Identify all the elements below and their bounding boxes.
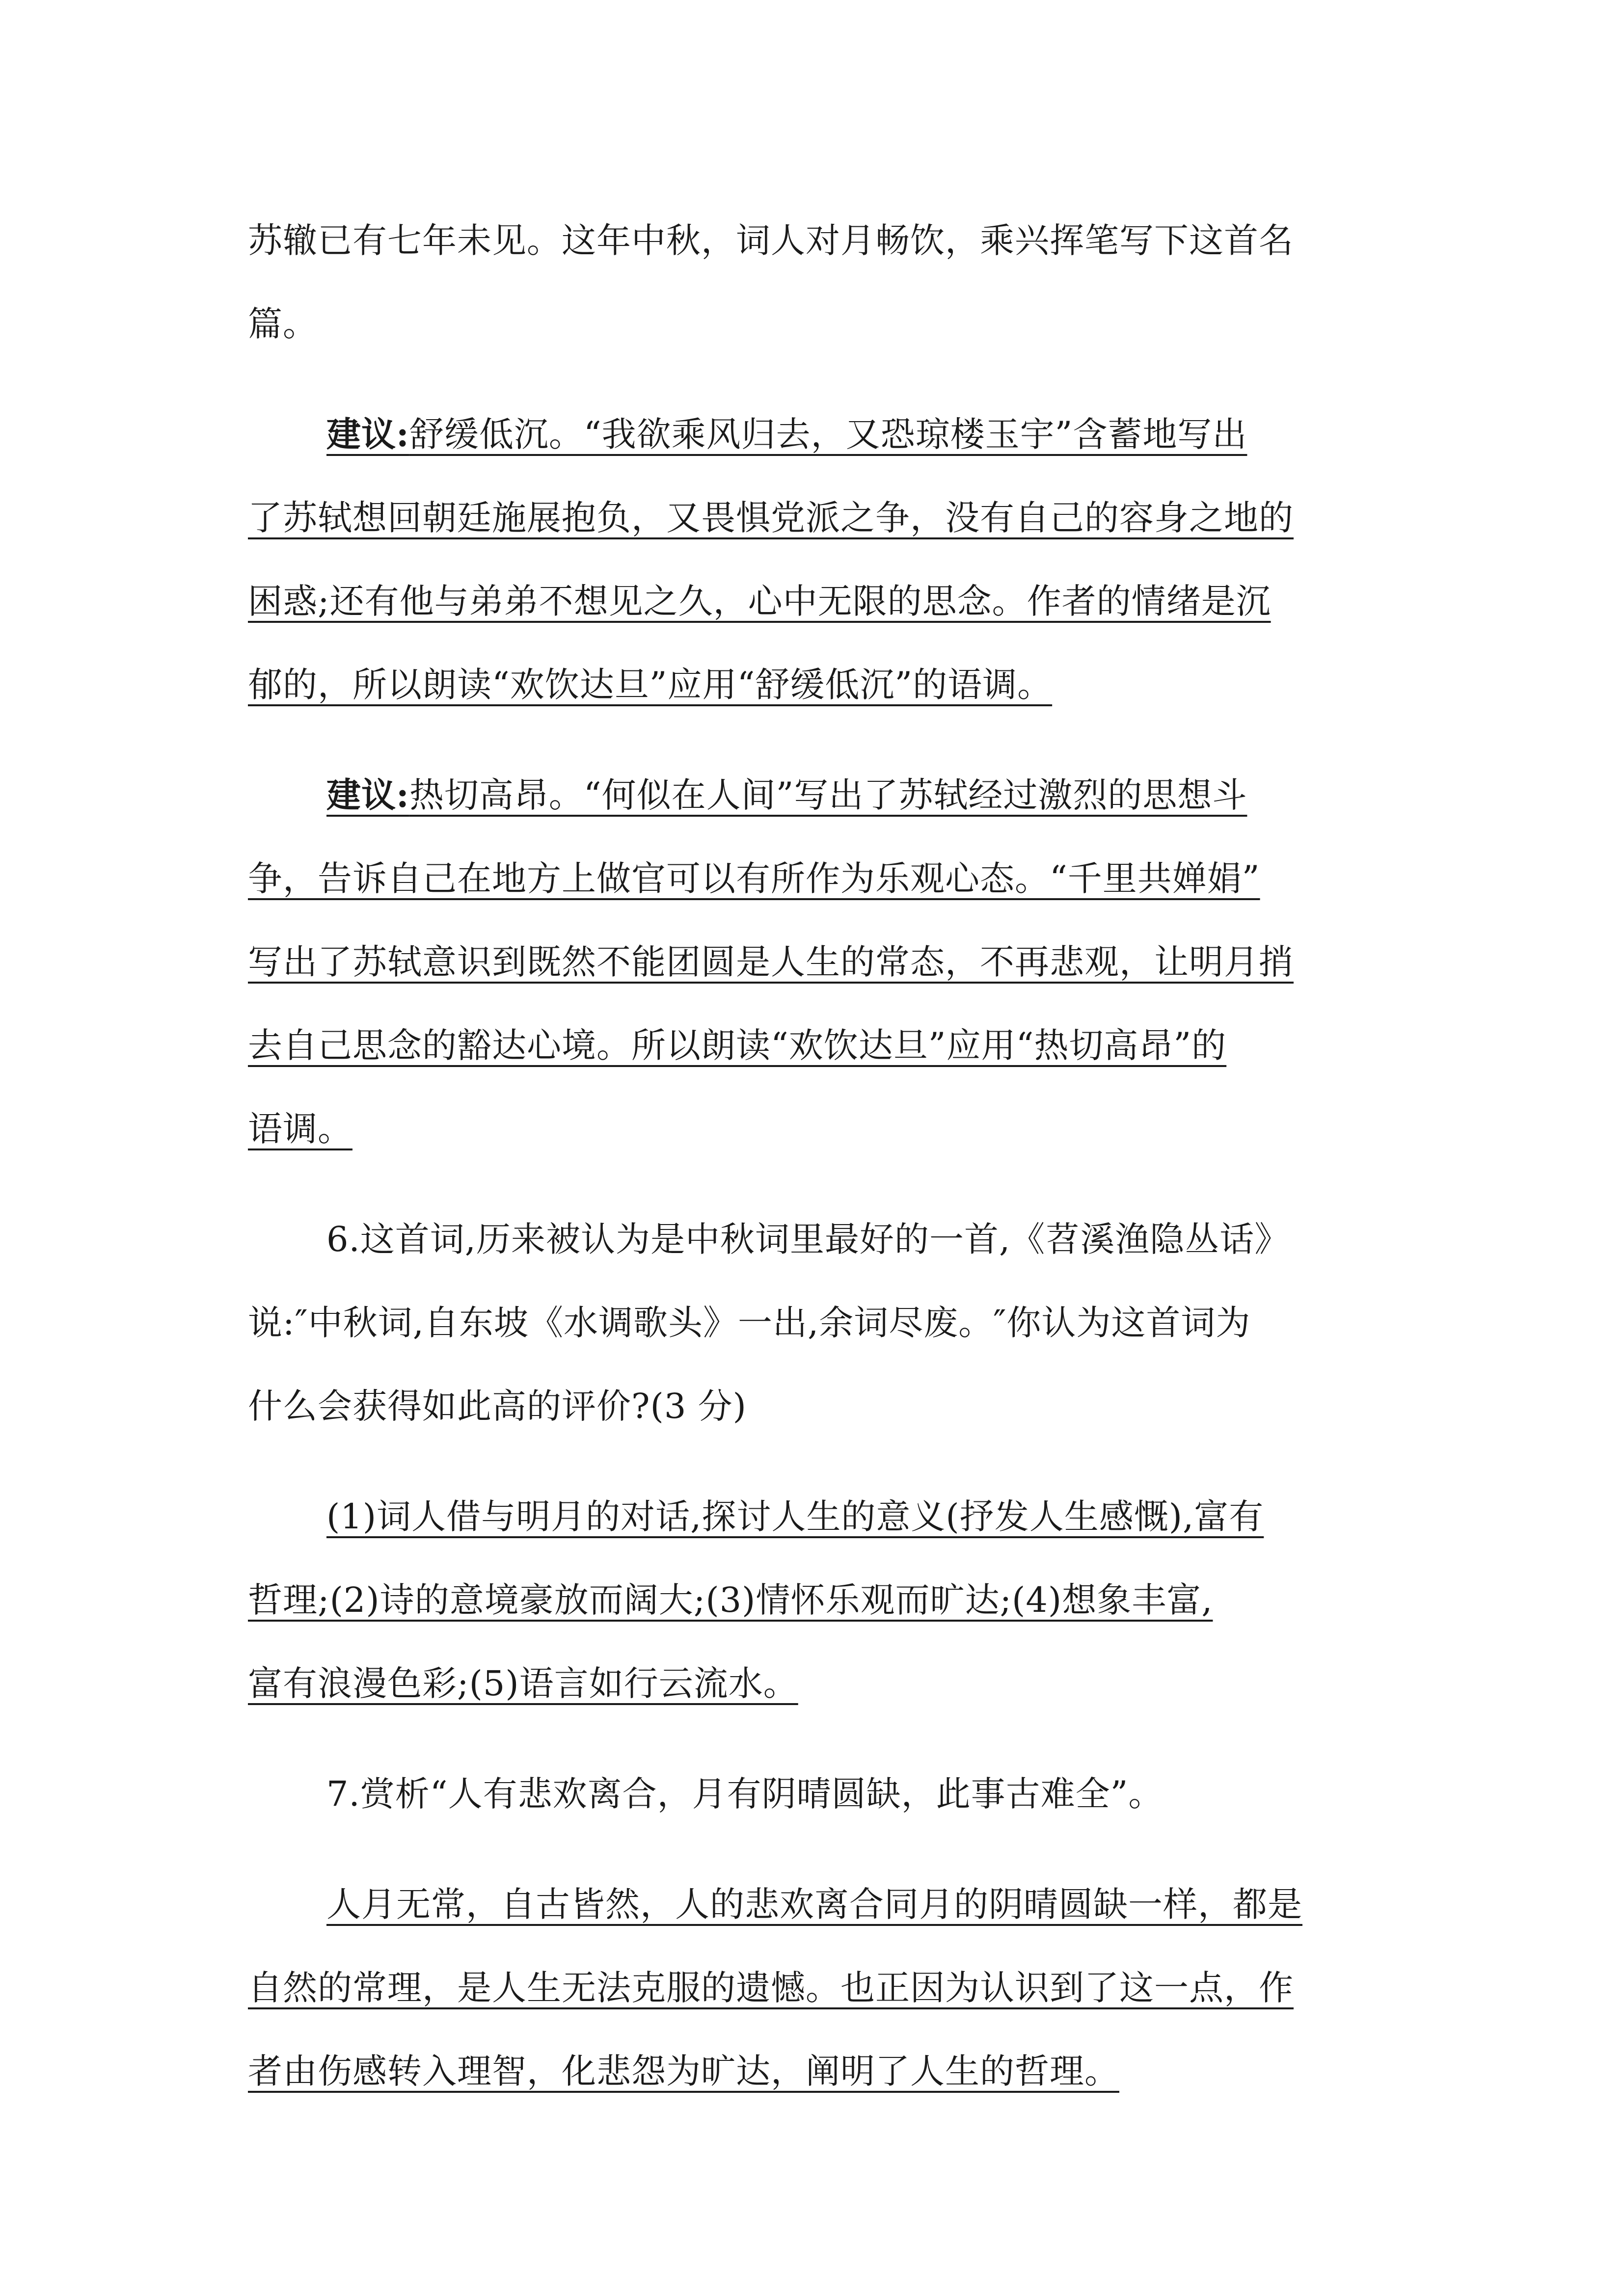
suggestion-line: 了苏轼想回朝廷施展抱负，又畏惧党派之争，没有自己的容身之地的: [248, 498, 1294, 538]
suggestion-text: 热切高昂。“何似在人间”写出了苏轼经过激烈的思想斗: [409, 775, 1247, 815]
suggestion-line: [326, 773, 1247, 817]
answer-line: (1)词人借与明月的对话,探讨人生的意义(抒发人生感慨),富有: [326, 1496, 1264, 1537]
question-line: 7.赏析“人有悲欢离合，月有阴晴圆缺，此事古难全”。: [326, 1774, 1164, 1814]
answer-line: 富有浪漫色彩;(5)语言如行云流水。: [248, 1663, 798, 1704]
suggestion-line: 语调。: [248, 1109, 352, 1149]
text-line: 篇。: [248, 304, 318, 344]
question-line: 6.这首词,历来被认为是中秋词里最好的一首,《苕溪渔隐丛话》: [326, 1219, 1290, 1259]
suggestion-label: 建议:: [326, 774, 409, 815]
suggestion-line: [326, 412, 1247, 456]
question-line: 什么会获得如此高的评价?(3 分): [248, 1386, 747, 1426]
text-line: 苏辙已有七年未见。这年中秋，词人对月畅饮，乘兴挥笔写下这首名: [248, 220, 1294, 261]
suggestion-line: 郁的，所以朗读“欢饮达旦”应用“舒缓低沉”的语调。: [248, 665, 1053, 705]
answer-line: 者由伤感转入理智，化悲怨为旷达，阐明了人生的哲理。: [248, 2051, 1119, 2091]
answer-line: 哲理;(2)诗的意境豪放而阔大;(3)情怀乐观而旷达;(4)想象丰富,: [248, 1580, 1213, 1620]
suggestion-line: 争，告诉自己在地方上做官可以有所作为乐观心态。“千里共婵娟”: [248, 858, 1260, 899]
question-line: 说:″中秋词,自东坡《水调歌头》一出,余词尽废。″你认为这首词为: [248, 1303, 1251, 1343]
suggestion-label: 建议:: [326, 414, 409, 454]
suggestion-line: 去自己思念的豁达心境。所以朗读“欢饮达旦”应用“热切高昂”的: [248, 1025, 1227, 1066]
answer-line: 人月无常，自古皆然，人的悲欢离合同月的阴晴圆缺一样，都是: [326, 1884, 1302, 1924]
suggestion-line: 写出了苏轼意识到既然不能团圆是人生的常态，不再悲观，让明月捎: [248, 942, 1294, 982]
answer-line: 自然的常理，是人生无法克服的遗憾。也正因为认识到了这一点，作: [248, 1968, 1294, 2008]
suggestion-line: 困惑;还有他与弟弟不想见之久，心中无限的思念。作者的情绪是沉: [248, 581, 1271, 621]
suggestion-text: 舒缓低沉。“我欲乘风归去，又恐琼楼玉宇”含蓄地写出: [409, 414, 1247, 454]
